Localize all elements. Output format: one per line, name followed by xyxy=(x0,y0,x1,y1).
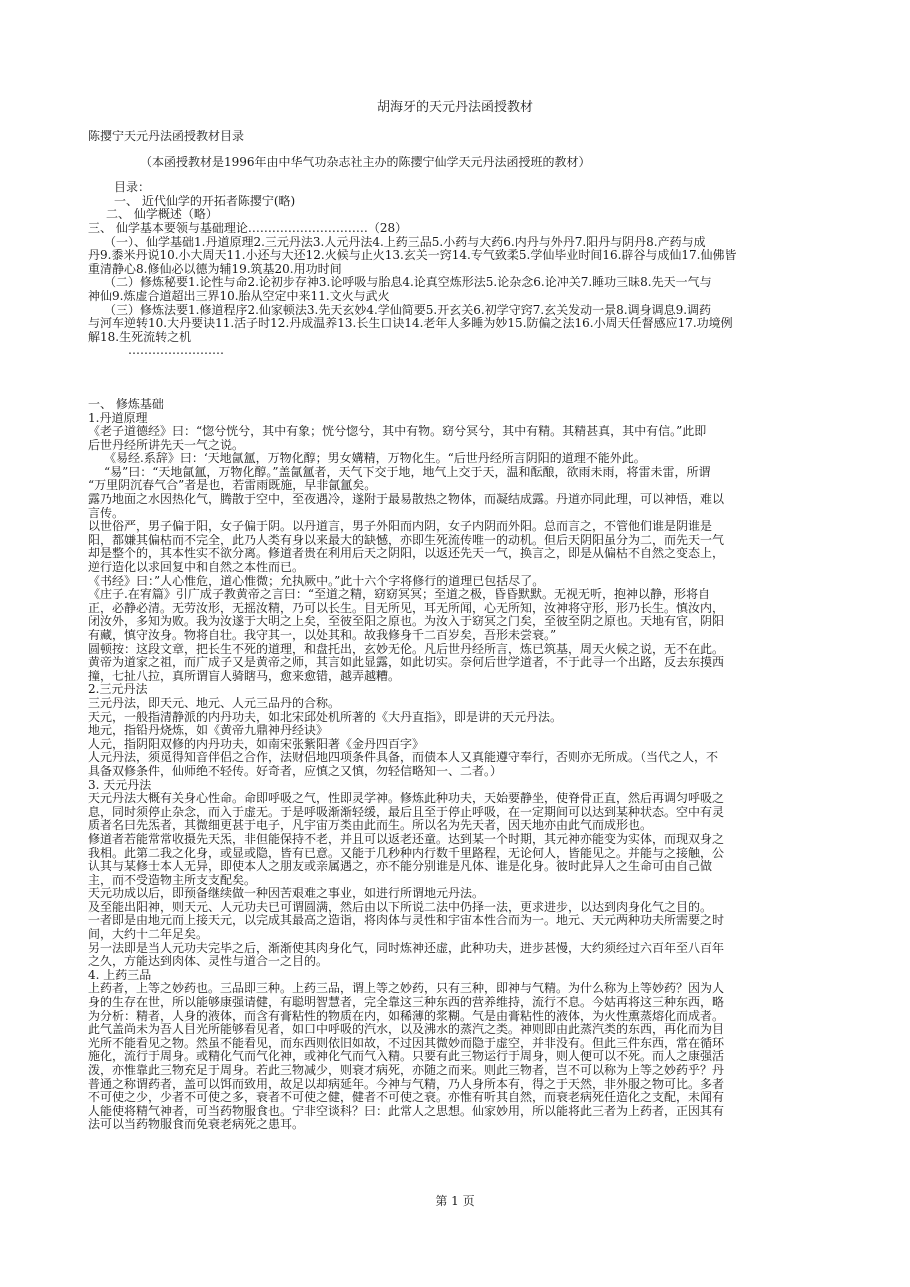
body-line: 阳，都嫌其偏枯而不完全，此乃人类有身以来最大的缺憾，亦即生死流传唯一的动机。但后天阴阳虽分为二，而先天一气 xyxy=(88,533,725,547)
body-line: 身的生存在世，所以能够康强请健，有聪明智慧者，完全靠这三种东西的营养维持，流行不息。今姑再将这三种东西，略 xyxy=(88,996,725,1010)
body-line: 黄帝为道家之祖，而广成子又是黄帝之师，其言如此显露，如此切实。奈何后世学道者，不于此寻一个出路，反去东摸西 xyxy=(88,656,725,670)
toc-line: 重清静心8.修仙必以德为辅19.筑基20.用功时间 xyxy=(88,262,342,276)
body-line: 1.丹道原理 xyxy=(88,411,148,425)
body-line: 露乃地面之水因热化气，腾散于空中，至夜遇冷，遂附于最易散热之物体，而凝结成露。丹道亦同此理，可以神悟，难以 xyxy=(88,493,725,507)
body-line: 为分析：精者，人身的液体，而含有膏粘性的物质在内，如稀薄的浆糊。气是由膏粘性的液体，为火性熏蒸熔化而成者。 xyxy=(88,1009,725,1023)
body-line: 2.三元丹法 xyxy=(88,683,148,697)
body-line: 法可以当药物服食而免衰老病死之患耳。 xyxy=(88,1118,305,1132)
body-line: 三元丹法，即天元、地元、人元三品丹的合称。 xyxy=(88,696,341,710)
body-line: 人元丹法，须觅得知音伴侣之合作，法财侣地四项条件具备，而债本人又真能遵守奉行，否则亦无所成。（当代之人，不 xyxy=(88,751,719,765)
body-line: 认其与某修士本人无异，即使本人之朋友或亲属遇之，亦不能分别谁是凡体、谁是化身。彼时此异人之生命可由自己做 xyxy=(88,860,713,874)
toc-heading: 陈撄宁天元丹法函授教材目录 xyxy=(88,130,245,143)
section-gap xyxy=(88,358,822,398)
toc-line: 解18.生死流转之机 xyxy=(88,330,192,344)
body-line: 一者即是由地元而上接天元，以完成其最高之造诣，将肉体与灵性和宇宙本性合而为一。地元、天元两种功夫所需要之时 xyxy=(88,914,725,928)
toc-line: 目录： xyxy=(114,181,151,195)
body-line: 上药者，上等之妙药也。三品即三种。上药三品，谓上等之妙药，只有三种，即神与气精。为什么称为上等妙药？因为人 xyxy=(88,982,725,996)
body-line: 天元功成以后，即预备继续做一种因苦艰难之事业，如进行所谓地元丹法。 xyxy=(88,887,485,901)
body-line: 以世俗严，男子偏于阳，女子偏于阴。以丹道言，男子外阳而内阴，女子内阴而外阳。总而言之，不管他们谁是阴谁是 xyxy=(88,520,713,534)
body-line: 言传。 xyxy=(88,506,125,520)
body-line: 有藏，慎守汝身。物将自壮。我守其一，以处其和。故我修身千二百岁矣，吾形未尝衰。” xyxy=(88,629,557,642)
body-line: 《庄子.在宥篇》引广成子教黄帝之言曰：“至道之精，窈窈冥冥；至道之极，昏昏默默。无视无听，抱神以静，形将自 xyxy=(88,588,710,602)
body-line: “万里阴沉春气合”者是也，若雷雨既施，早非氤氲矣。 xyxy=(88,479,377,493)
toc-line: 三、 仙学基本要领与基础理论…………………………（28） xyxy=(88,221,408,235)
body-line: 4. 上药三品 xyxy=(88,968,152,982)
toc-line: 丹9.黍米丹说10.小大周天11.小还与大还12.火候与止火13.玄关一窍14.专气致柔5.学仙毕业时间16.辟谷与成仙17.仙佛皆 xyxy=(88,249,737,263)
body-line: 及至能出阳神，则天元、人元功夫已可谓圆满，然后由以下所说二法中仍择一法，更求进步，以达到肉身化气之目的。 xyxy=(88,900,713,914)
intro-note: （本函授教材是1996年由中华气功杂志社主办的陈撄宁仙学天元丹法函授班的教材） xyxy=(140,155,591,169)
body-line: 逆行造化以求回复中和自然之本性而已。 xyxy=(88,561,305,575)
body-line: 普通之称谓药者，盖可以饵而致用，故足以却病延年。今神与气精，乃人身所本有，得之于天然，非外服之物可比。多者 xyxy=(88,1077,725,1091)
body-line: 光所不能看见之物。然虽不能看见，而东西则依旧如故，不过因其微妙而隐于虚空，并非没有。但此三件东西，常在循环 xyxy=(88,1036,725,1050)
toc-line: 二、 仙学概述（略） xyxy=(106,208,218,222)
toc-line: （二）修炼秘要1.论性与命2.论初步存神3.论呼吸与胎息4.论真空炼形法5.论杂念6.论冲关7.睡功三昧8.先天一气与 xyxy=(104,276,712,290)
body-line: 施化，流行于周身。或精化气而气化神，或神化气而气入精。只要有此三物运行于周身，则人便可以不死。而人之康强活 xyxy=(88,1050,725,1064)
body-line: 人能使将精气神者，可当药物服食也。宁非空谈科？曰：此常人之思想。仙家妙用，所以能将此三者为上药者，正因其有 xyxy=(88,1104,725,1118)
body-line: 之久，方能达到肉体、灵性与道合一之目的。 xyxy=(88,955,329,969)
body-line: 《书经》曰：”人心惟危，道心惟微；允执厥中。”此十六个字将修行的道理已包括尽了。 xyxy=(88,574,545,588)
body-line: 却是整个的，其本性实不欲分离。修道者贵在利用后天之阴阳，以返还先天一气，换言之，即是从偏枯不自然之变态上， xyxy=(88,547,725,561)
body-line: 息，同时须停止杂念，而入于虚无。于是呼吸渐渐轻缓，最后且至于停止呼吸，在一定期间可以达到某种状态。空中有灵 xyxy=(88,805,725,819)
body-line: 地元，指铅丹烧炼，如《黄帝九鼎神丹经诀》 xyxy=(88,724,329,738)
body-line: 天元，一般指清静派的内丹功夫，如北宋邱处机所著的《大丹直指》，即是讲的天元丹法。 xyxy=(88,710,563,724)
toc-line: 一、 近代仙学的开拓者陈撄宁(略) xyxy=(114,194,296,208)
table-of-contents xyxy=(88,181,822,358)
body-line: 修道者若能常常收摄先天炁，非但能保持不老，并且可以返老还童。达到某一个时期，其元神亦能变为实体，而现双身之 xyxy=(88,832,725,846)
body-line: 天元丹法大概有关身心性命。命即呼吸之气，性即灵学神。修炼此种功夫，天始要静坐，使脊骨正直，然后再调匀呼吸之 xyxy=(88,792,725,806)
body-line: 撞，七扯八拉，真所谓盲人骑瞎马，愈来愈错，越弄越糟。 xyxy=(88,669,401,683)
body-text xyxy=(88,398,822,1132)
toc-line: 神仙9.炼虚合道超出三界10.胎从空定中来11.文火与武火 xyxy=(88,289,390,303)
body-line: 具备双修条件，仙师绝不轻传。好奇者，应慎之又慎，勿轻信略知一、二者。） xyxy=(88,764,503,778)
body-line: 闭汝外，多知为败。我为汝遂于大明之上矣，至彼至阳之原也。为汝入于窈冥之门矣，至彼至阴之原也。天地有官，阴阳 xyxy=(88,615,725,629)
page-number: 第 1 页 xyxy=(435,1194,475,1208)
body-line: 正，必静必清。无劳汝形，无摇汝精，乃可以长生。目无所见，耳无所闻，心无所知，汝神将守形，形乃长生。慎汝内， xyxy=(88,601,725,615)
body-line: 人元，指阴阳双修的内丹功夫，如南宋张紫阳著《金丹四百字》 xyxy=(88,737,425,751)
toc-line: …………………… xyxy=(128,344,224,358)
body-line: 3. 天元丹法 xyxy=(88,778,152,792)
body-line: 《易经.系辞》曰：‘天地氤氲，万物化醇；男女媾精，万物化生。“后世丹经所言阴阳的道理不能外此。 xyxy=(104,452,646,466)
body-line: 《老子道德经》曰：“惚兮恍兮，其中有象；恍兮惚兮，其中有物。窈兮冥兮，其中有精。其精甚真，其中有信。”此即 xyxy=(88,425,707,439)
body-line: “易”曰：“天地氤氲，万物化醇。”盖氤氲者，天气下交于地，地气上交于天，温和酝酿，欲雨未雨，将雷未雷，所谓 xyxy=(104,465,711,479)
body-line: 泼，亦惟靠此三物充足于周身。若此三物减少，则衰才病死，亦随之而来。则此三物者，岂不可以称为上等之妙药乎？丹 xyxy=(88,1064,725,1077)
body-line: 间，大约十二年足矣。 xyxy=(88,928,209,942)
body-line: 主，而不受造物主所支支配矣。 xyxy=(88,873,257,887)
body-line: 另一法即是当人元功夫完毕之后，渐渐使其肉身化气，同时炼神还虚，此种功夫，进步甚慢，大约须经过六百年至八百年 xyxy=(88,941,725,955)
body-line: 此气盖尚未为吾人目光所能够看见者，如口中呼吸的汽水，以及沸水的蒸汽之类。神则即由此蒸汽类的东西，再化而为目 xyxy=(88,1023,725,1037)
body-line: 我相。此第二我之化身，或显或隐，皆有已意。又能于几秒种内行数千里路程，无论何人，皆能见之。并能与之接触，公 xyxy=(88,846,725,860)
section-heading: 一、 修炼基础 xyxy=(88,397,164,411)
document-title: 胡海牙的天元丹法函授教材 xyxy=(376,100,533,115)
toc-line: 与河车逆转10.大丹要诀11.活子时12.丹成温养13.长生口诀14.老年人多睡为妙15.防偏之法16.小周天任督感应17.功境例 xyxy=(88,317,733,331)
body-line: 不可使之少，少者不可使之多，衰者不可使之健，健者不可使之衰。亦惟有听其自然，而衰老病死任造化之支配，未闻有 xyxy=(88,1091,725,1105)
body-line: 质者名曰先炁者，其微细更甚于电子，凡宇宙万类由此而生。所以名为先天者，因天地亦由此气而成形也。 xyxy=(88,819,653,833)
body-line: 后世丹经所讲先天一气之说。 xyxy=(88,438,245,452)
toc-line: （三）修炼法要1.修道程序2.仙家顿法3.先天玄妙4.学仙简要5.开玄关6.初学守窍7.玄关发动一景8.调身调息9.调药 xyxy=(104,303,712,317)
body-line: 圆顿按：这段文章，把长生不死的道理，和盘托出，玄妙无伦。凡后世丹经所言，炼已筑基，周天火候之说，无不在此。 xyxy=(88,642,725,656)
toc-line: （一）、仙学基础1.丹道原理2.三元丹法3.人元丹法4.上药三品5.小药与大药6.内丹与外丹7.阳丹与阴丹8.产药与成 xyxy=(104,235,706,249)
